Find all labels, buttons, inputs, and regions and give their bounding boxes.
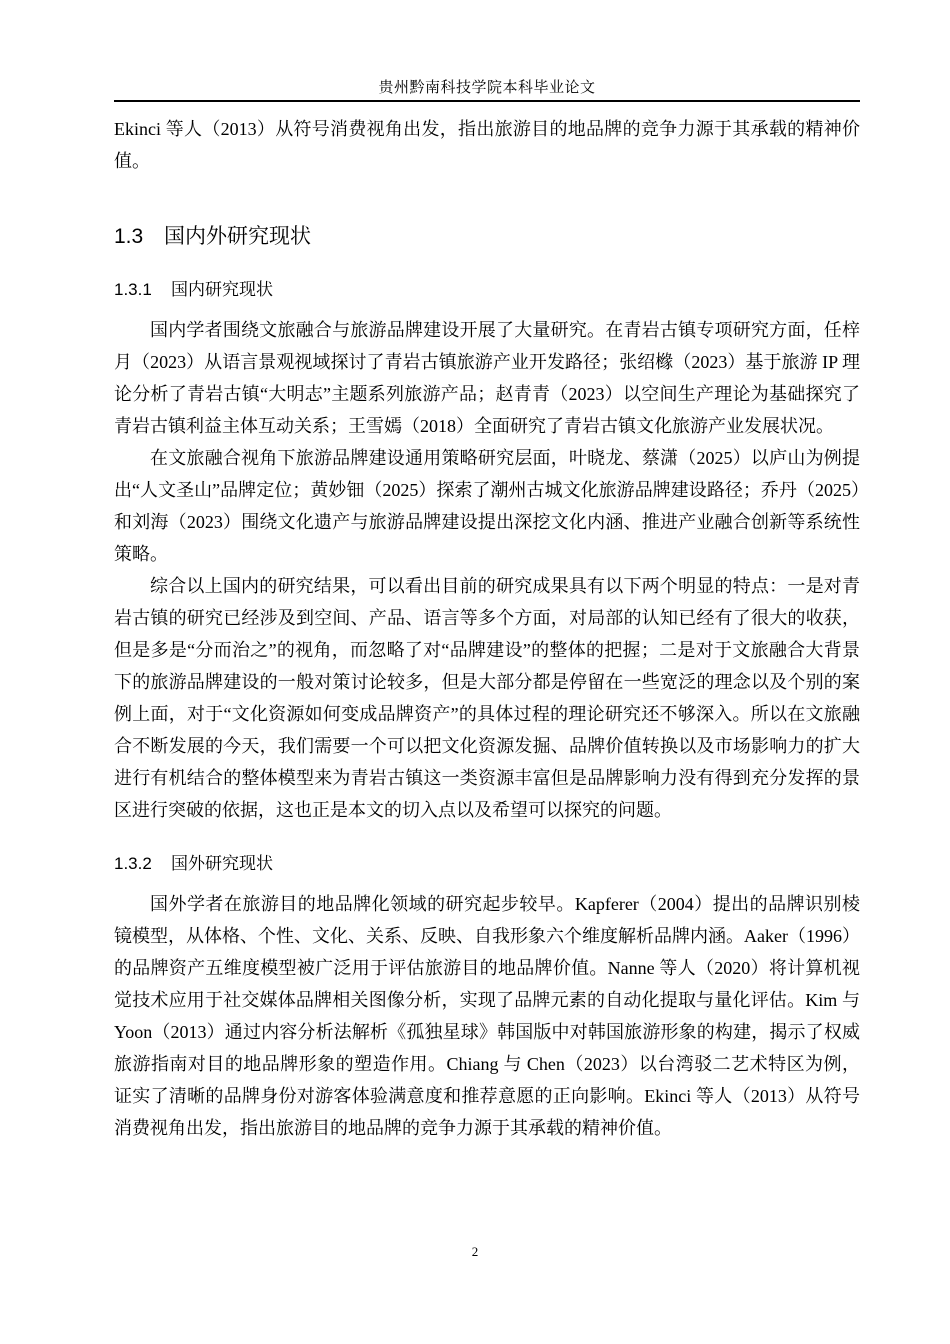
subsection-number: 1.3.1 (114, 280, 152, 299)
section-title: 国内外研究现状 (164, 225, 311, 248)
subsection-heading-domestic (114, 265, 860, 314)
continuation-paragraph: Ekinci 等人（2013）从符号消费视角出发，指出旅游目的地品牌的竞争力源于其承载的精神价值。 (114, 119, 860, 171)
document-body (114, 113, 860, 1144)
domestic-paragraph-2: 在文旅融合视角下旅游品牌建设通用策略研究层面，叶晓龙、蔡潇（2025）以庐山为例提出“人文圣山”品牌定位；黄妙钿（2025）探索了潮州古城文化旅游品牌建设路径；乔丹（2025）和刘海（2023）围绕文化遗产与旅游品牌建设提出深挖文化内涵、推进产业融合创新等系统性策略。 (114, 448, 860, 564)
section-heading (114, 209, 860, 265)
foreign-paragraph-1: 国外学者在旅游目的地品牌化领域的研究起步较早。Kapferer（2004）提出的品牌识别棱镜模型，从体格、个性、文化、关系、反映、自我形象六个维度解析品牌内涵。Aaker（1996）的品牌资产五维度模型被广泛用于评估旅游目的地品牌价值。Nanne 等人（2020）将计算机视觉技术应用于社交媒体品牌相关图像分析，实现了品牌元素的自动化提取与量化评估。Kim 与 Yoon（2013）通过内容分析法解析《孤独星球》韩国版中对韩国旅游形象的构建，揭示了权威旅游指南对目的地品牌形象的塑造作用。Chiang 与 Chen（2023）以台湾驳二艺术特区为例，证实了清晰的品牌身份对游客体验满意度和推荐意愿的正向影响。Ekinci 等人（2013）从符号消费视角出发，指出旅游目的地品牌的竞争力源于其承载的精神价值。 (114, 894, 860, 1138)
section-number: 1.3 (114, 225, 144, 248)
domestic-paragraph-1: 国内学者围绕文旅融合与旅游品牌建设开展了大量研究。在青岩古镇专项研究方面，任梓月（2023）从语言景观视域探讨了青岩古镇旅游产业开发路径；张绍橼（2023）基于旅游 IP 理论分析了青岩古镇“大明志”主题系列旅游产品；赵青青（2023）以空间生产理论为基础探究了青岩古镇利益主体互动关系；王雪嫣（2018）全面研究了青岩古镇文化旅游产业发展状况。 (114, 320, 860, 436)
subsection-title: 国内研究现状 (171, 280, 273, 299)
header-divider (114, 100, 860, 102)
subsection-heading-foreign (114, 839, 860, 888)
page-header-title: 贵州黔南科技学院本科毕业论文 (378, 80, 596, 96)
subsection-number: 1.3.2 (114, 854, 152, 873)
page-number: 2 (471, 1244, 479, 1259)
domestic-paragraph-3: 综合以上国内的研究结果，可以看出目前的研究成果具有以下两个明显的特点：一是对青岩古镇的研究已经涉及到空间、产品、语言等多个方面，对局部的认知已经有了很大的收获，但是多是“分而治之”的视角，而忽略了对“品牌建设”的整体的把握；二是对于文旅融合大背景下的旅游品牌建设的一般对策讨论较多，但是大部分都是停留在一些宽泛的理念以及个别的案例上面，对于“文化资源如何变成品牌资产”的具体过程的理论研究还不够深入。所以在文旅融合不断发展的今天，我们需要一个可以把文化资源发掘、品牌价值转换以及市场影响力的扩大进行有机结合的整体模型来为青岩古镇这一类资源丰富但是品牌影响力没有得到充分发挥的景区进行突破的依据，这也正是本文的切入点以及希望可以探究的问题。 (114, 576, 860, 820)
subsection-title: 国外研究现状 (171, 854, 273, 873)
